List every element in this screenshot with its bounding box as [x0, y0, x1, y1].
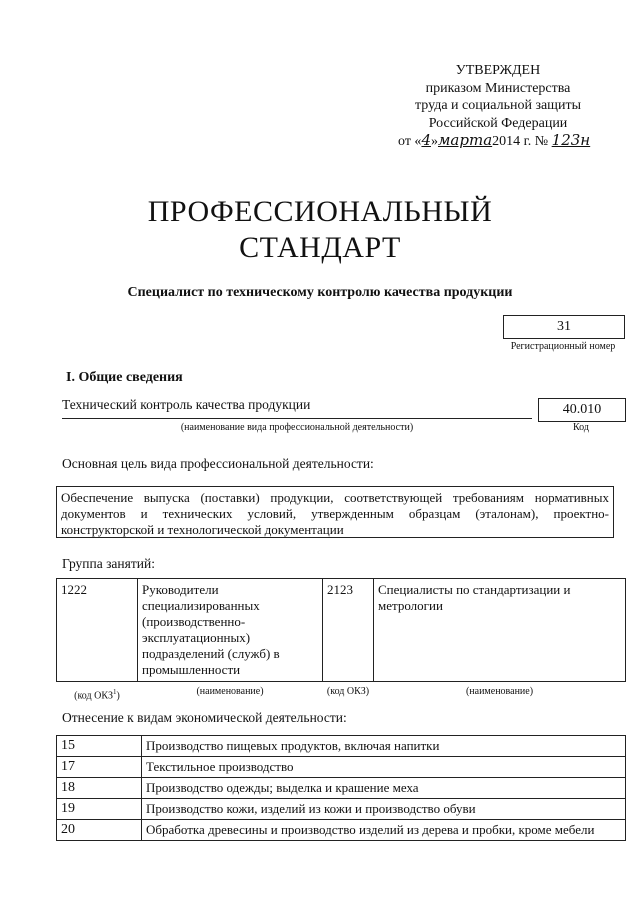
okz-code-cell: 1222: [57, 579, 138, 682]
okved-name-cell: Обработка древесины и производство изделий из дерева и пробки, кроме мебели: [142, 820, 626, 841]
okved-name-cell: Производство пищевых продуктов, включая напитки: [142, 736, 626, 757]
okved-label: Отнесение к видам экономической деятельности:: [62, 710, 347, 725]
okved-code-cell: 18: [57, 778, 142, 799]
okved-code-cell: 20: [57, 820, 142, 841]
activity-code-label: Код: [573, 422, 589, 433]
table-row: [57, 820, 626, 841]
group-label: Группа занятий:: [62, 556, 155, 571]
okved-name-cell: Текстильное производство: [142, 757, 626, 778]
table-row: [57, 757, 626, 778]
handwritten-number: 123н: [551, 131, 591, 149]
table-row: [57, 579, 626, 682]
okz-name-caption: (наименование): [196, 686, 264, 697]
approval-line: приказом Министерства: [425, 80, 571, 96]
approved-heading: УТВЕРЖДЕН: [455, 63, 541, 78]
okz-code-caption: (код ОКЗ$^1$): [74, 688, 120, 702]
okz-code-caption: (код ОКЗ): [326, 686, 370, 697]
okved-code-cell: 17: [57, 757, 142, 778]
okz-code-cell: 2123: [323, 579, 374, 682]
activity-underline: [62, 418, 532, 419]
handwritten-day: 4: [421, 131, 431, 149]
okved-code-cell: 19: [57, 799, 142, 820]
occupation-group-table: [56, 578, 626, 707]
table-caption-row: [57, 682, 626, 708]
document-subtitle: Специалист по техническому контролю качества продукции: [127, 285, 513, 300]
okved-table: [56, 735, 626, 841]
okved-name-cell: Производство одежды; выделка и крашение меха: [142, 778, 626, 799]
approval-line: труда и социальной защиты: [415, 98, 581, 113]
approval-block: [398, 62, 598, 151]
okved-name-cell: Производство кожи, изделий из кожи и производство обуви: [142, 799, 626, 820]
table-row: [57, 736, 626, 757]
registration-number-box: 31: [503, 315, 625, 339]
activity-caption: (наименование вида профессиональной деятельности): [180, 422, 414, 433]
goal-label: Основная цель вида профессиональной деятельности:: [62, 456, 374, 471]
handwritten-month: марта: [437, 131, 493, 149]
okz-name-caption: (наименование): [465, 686, 534, 697]
table-row: [57, 799, 626, 820]
okz-name-cell: Специалисты по стандартизации и метрологии: [374, 579, 626, 682]
activity-name: Технический контроль качества продукции: [62, 397, 311, 412]
approval-line: Российской Федерации: [428, 115, 568, 131]
okved-code-cell: 15: [57, 736, 142, 757]
registration-number-label: Регистрационный номер: [510, 341, 616, 352]
table-row: [57, 778, 626, 799]
okz-name-cell: Руководители специализированных (производственно-эксплуатационных) подразделений (служб) в промышленности: [138, 579, 323, 682]
activity-code-box: 40.010: [538, 398, 626, 422]
goal-text-box: Обеспечение выпуска (поставки) продукции, соответствующей требованиям нормативных документов и технических условий, утвержденным образцам (эталонам), проектно-конструкторской и технологической документации: [56, 486, 614, 538]
approval-date-line: от «4»марта2014 г. № 123н: [398, 131, 591, 149]
document-title: ПРОФЕССИОНАЛЬНЫЙ СТАНДАРТ: [147, 195, 493, 264]
section-title: I. Общие сведения: [66, 370, 183, 385]
